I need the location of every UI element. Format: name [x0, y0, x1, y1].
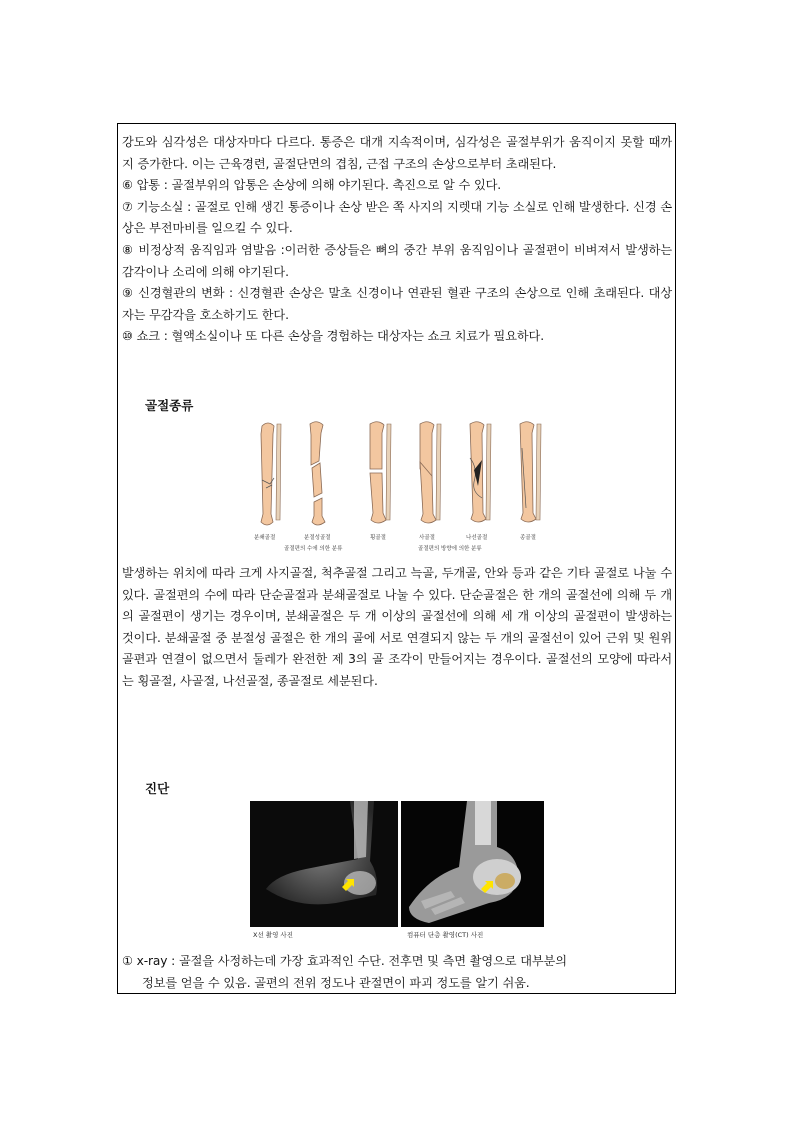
- xray-image: [250, 801, 398, 927]
- section-heading-types: 골절종류: [145, 398, 194, 413]
- figure-label: 횡골절: [370, 535, 386, 541]
- diagnosis-paragraph: [122, 951, 672, 994]
- types-paragraph: 발생하는 위치에 따라 크게 사지골절, 척추골절 그리고 늑골, 두개골, 안와 등과 같은 기타 골절로 나눌 수 있다. 골절편의 수에 따라 단순골절과 분쇄골절로 나눌 수 있다. 단순골절은 한 개의 골절선에 의해 두 개의 골절편이 생기는 경우이며, 분쇄골절은 두 개 이상의 골절선에 의해 세 개 이상의 골절편이 발생하는 것이다. 분쇄골절 중 분절성 골절은 한 개의 골에 서로 연결되지 않는 두 개의 골절선이 있어 근위 및 원위 골편과 연결이 없으면서 둘레가 완전한 제 3의 골 조각이 만들어지는 경우이다. 골절선의 모양에 따라서는 횡골절, 사골절, 나선골절, 종골절로 세분된다.: [122, 566, 672, 688]
- ct-caption: 컴퓨터 단층 촬영(CT) 사진: [407, 931, 484, 939]
- section-heading-diagnosis: 진단: [145, 781, 170, 796]
- figure-label: 분쇄골절: [254, 535, 276, 541]
- xray-caption: X선 촬영 사진: [253, 931, 293, 939]
- figure-label: 나선골절: [466, 535, 488, 541]
- symptoms-paragraph: [122, 132, 672, 348]
- ct-image: [401, 801, 544, 927]
- fracture-types-figure: [248, 418, 548, 558]
- text-line: ⑦ 기능소실 : 골절로 인해 생긴 통증이나 손상 받은 쪽 사지의 지렛대 기능 소실로 인해 발생한다. 신경 손상은 부전마비를 일으킬 수 있다.: [122, 199, 672, 236]
- text-line: 정보를 얻을 수 있음. 골편의 전위 정도나 관절면이 파괴 정도를 알기 쉬움.: [142, 975, 530, 990]
- text-line: ⑧ 비정상적 움직임과 염발음 :이러한 증상들은 뼈의 중간 부위 움직임이나 골절편이 비벼져서 발생하는 감각이나 소리에 의해 야기된다.: [122, 242, 672, 279]
- text-line: ⑩ 쇼크 : 혈액소실이나 또 다른 손상을 경험하는 대상자는 쇼크 치료가 필요하다.: [122, 329, 544, 344]
- figure-caption-right: 골절편의 방향에 의한 분류: [418, 546, 482, 552]
- text-line: ⑥ 압통 : 골절부위의 압통은 손상에 의해 야기된다. 촉진으로 알 수 있다.: [122, 178, 502, 193]
- text-line: ⑨ 신경혈관의 변화 : 신경혈관 손상은 말초 신경이나 연관된 혈관 구조의 손상으로 인해 초래된다. 대상자는 무감각을 호소하기도 한다.: [122, 286, 672, 322]
- text-line: ① x-ray : 골절을 사정하는데 가장 효과적인 수단. 전후면 및 측면 촬영으로 대부분의: [122, 954, 567, 968]
- figure-label: 분절성골절: [304, 535, 331, 541]
- figure-caption-left: 골절편의 수에 의한 분류: [284, 546, 343, 552]
- figure-label: 사골절: [419, 535, 435, 541]
- text-line: 강도와 심각성은 대상자마다 다르다. 통증은 대개 지속적이며, 심각성은 골절부위가 움직이지 못할 때까지 증가한다. 이는 근육경련, 골절단면의 겹침, 근접 구조의 손상으로부터 초래된다.: [122, 135, 672, 171]
- figure-label: 종골절: [520, 535, 536, 541]
